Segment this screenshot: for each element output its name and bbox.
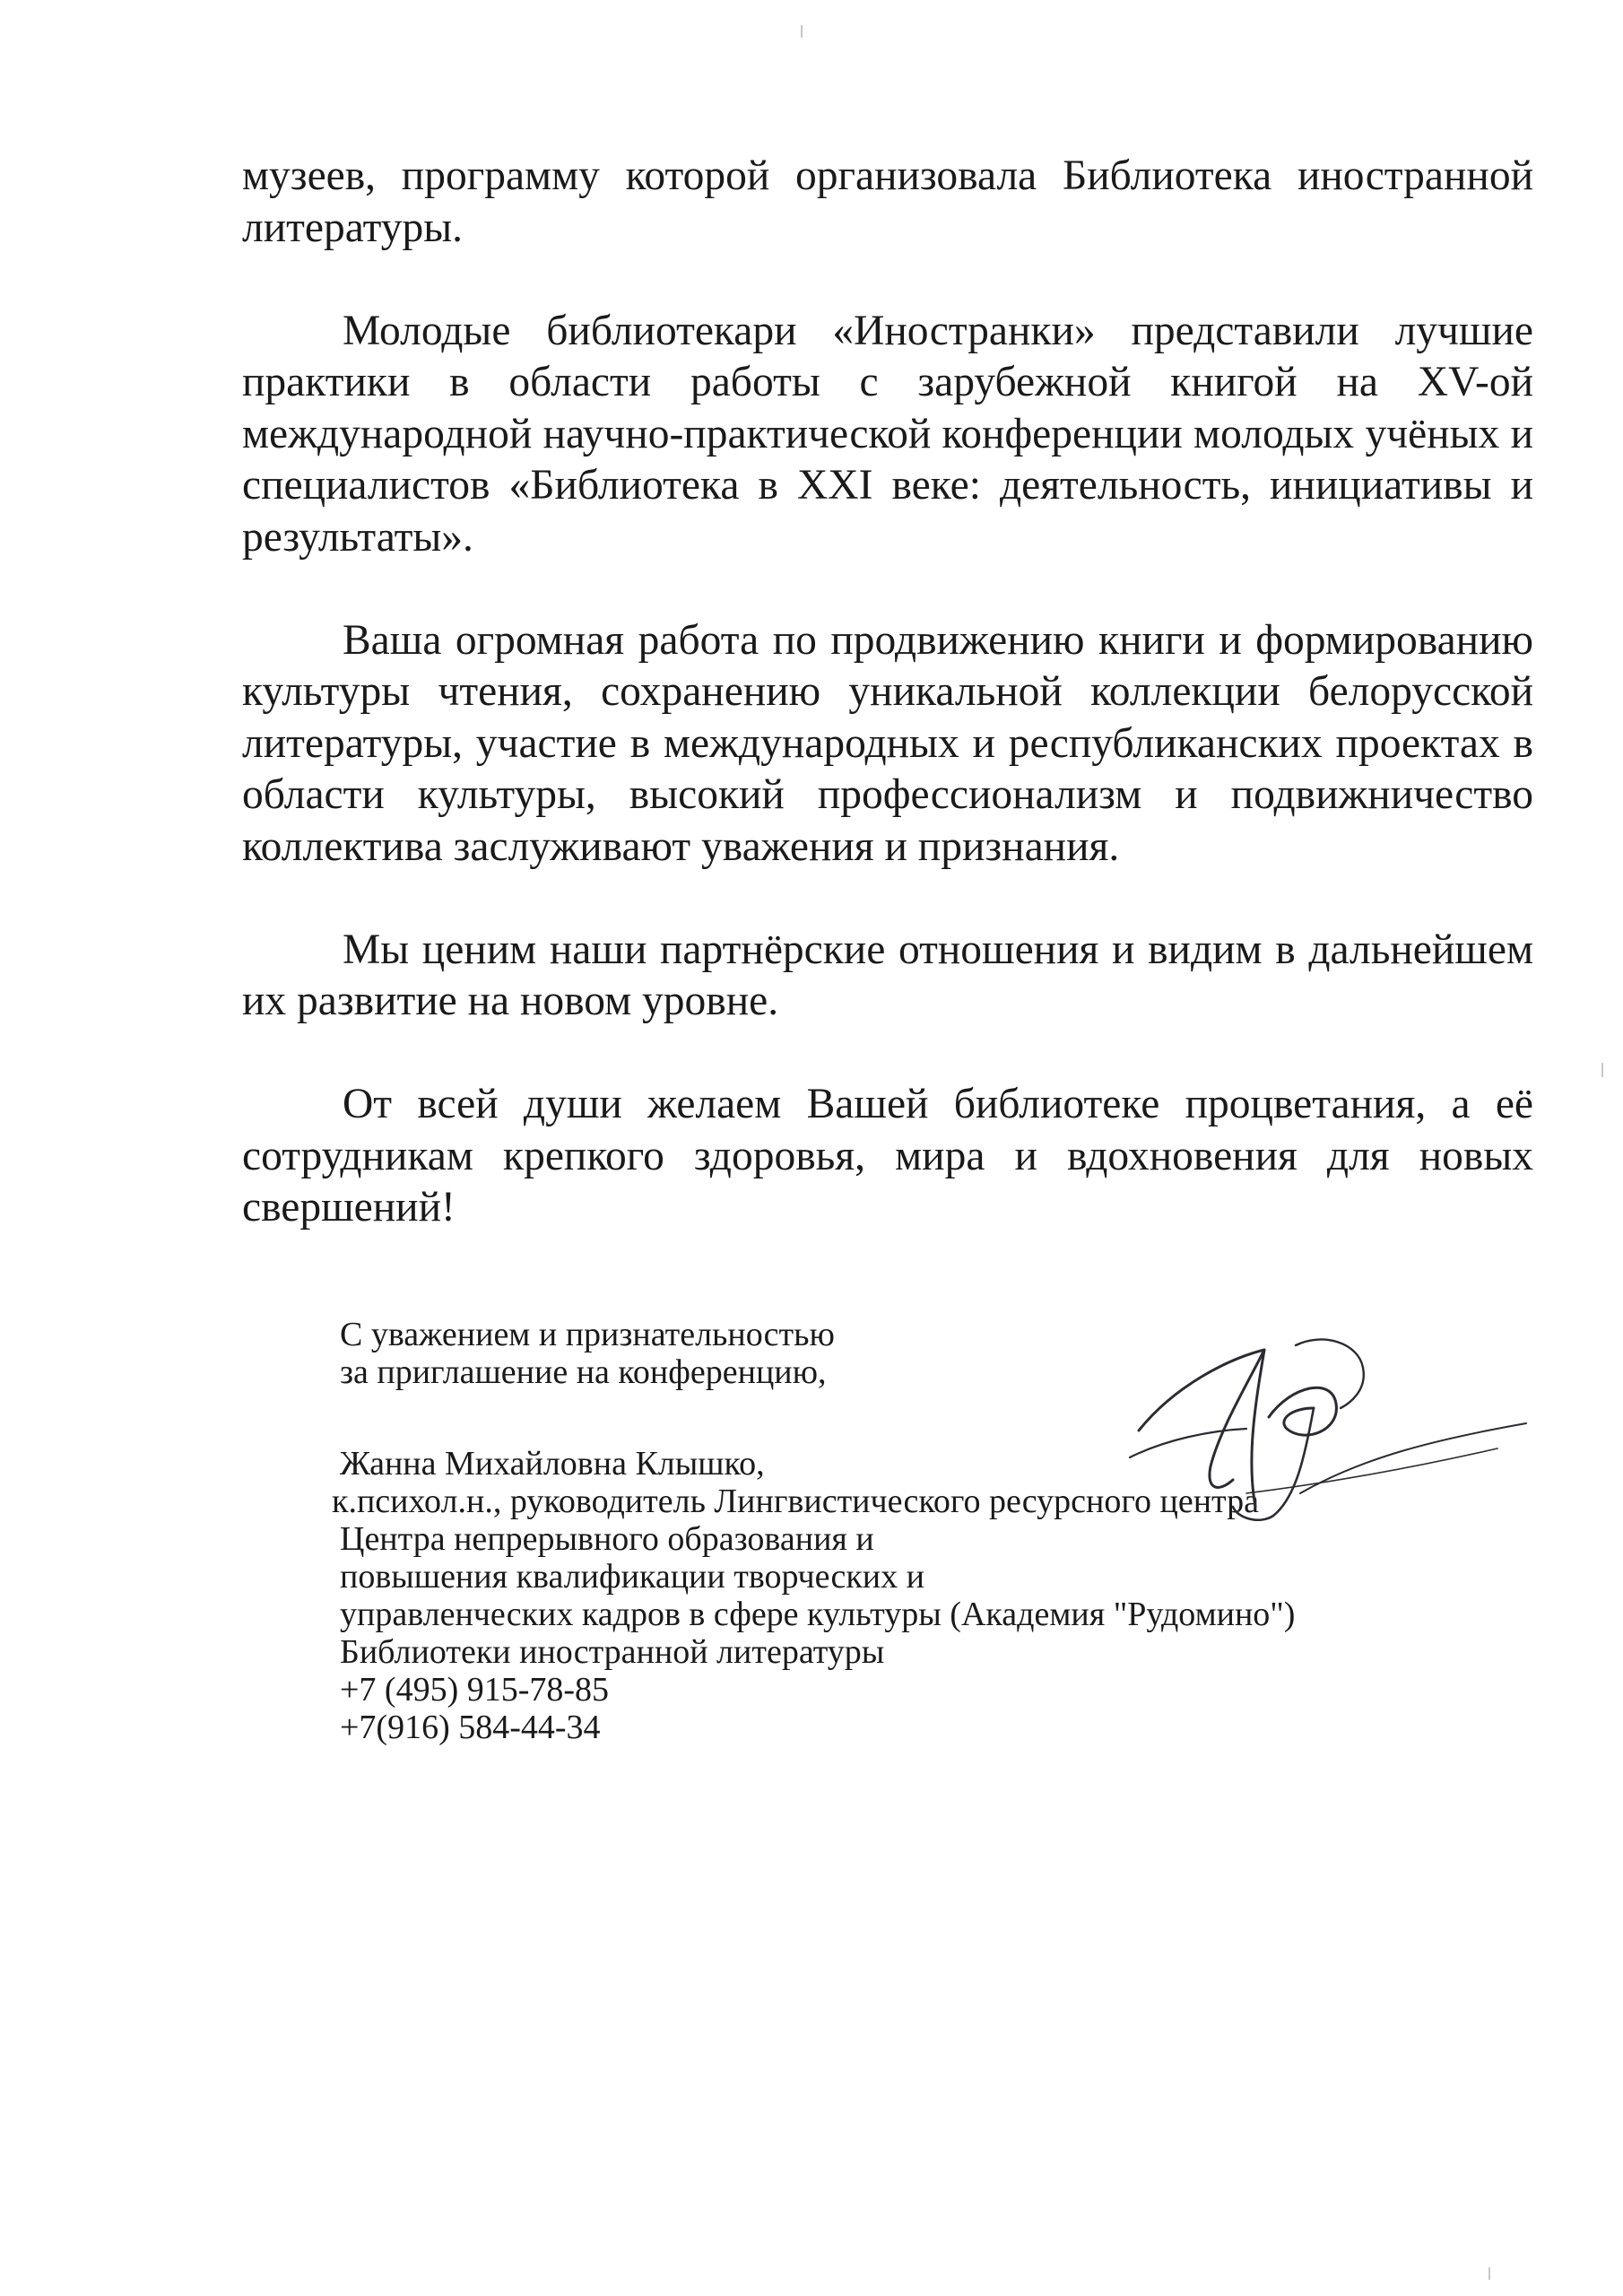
signer-title-line: к.психол.н., руководитель Лингвистического ресурсного центра — [332, 1483, 1259, 1520]
signer-title-line: повышения квалификации творческих и — [340, 1558, 924, 1596]
scan-mark — [1601, 1063, 1603, 1077]
phone-number: +7(916) 584-44-34 — [340, 1709, 601, 1746]
paragraph-continuation: музеев, программу которой организовала Библиотека иностранной литературы. — [242, 152, 1533, 251]
salutation-line: С уважением и признательностью — [340, 1316, 835, 1353]
handwritten-signature — [1112, 1323, 1533, 1529]
scan-mark — [1488, 2267, 1490, 2280]
scan-mark — [801, 25, 803, 38]
salutation-line: за приглашение на конференцию, — [340, 1353, 827, 1391]
signer-title-line: Библиотеки иностранной литературы — [340, 1633, 885, 1671]
paragraph-wishes: От всей души желаем Вашей библиотеке процветания, а её сотрудникам крепкого здоровья, мира и вдохновения для новых свершений! — [242, 1081, 1533, 1231]
paragraph-young-librarians: Молодые библиотекари «Иностранки» представили лучшие практики в области работы с зарубежной книгой на XV-ой международной научно-практической конференции молодых учёных и специалистов «Библиотека в XXI веке: деятельность, инициативы и результаты». — [242, 307, 1533, 561]
signer-name: Жанна Михайловна Клышко, — [340, 1445, 765, 1483]
letter-body — [242, 151, 1533, 1285]
signer-title-line: управленческих кадров в сфере культуры (Академия "Рудомино") — [340, 1596, 1296, 1633]
phone-number: +7 (495) 915-78-85 — [340, 1671, 610, 1709]
signer-title-line: Центра непрерывного образования и — [340, 1520, 874, 1558]
paragraph-recognition: Ваша огромная работа по продвижению книги и формированию культуры чтения, сохранению уникальной коллекции белорусской литературы, участие в международных и республиканских проектах в области культуры, высокий профессионализм и подвижничество коллектива заслуживают уважения и признания. — [242, 616, 1533, 870]
paragraph-partnership: Мы ценим наши партнёрские отношения и видим в дальнейшем их развитие на новом уровне. — [242, 926, 1533, 1024]
